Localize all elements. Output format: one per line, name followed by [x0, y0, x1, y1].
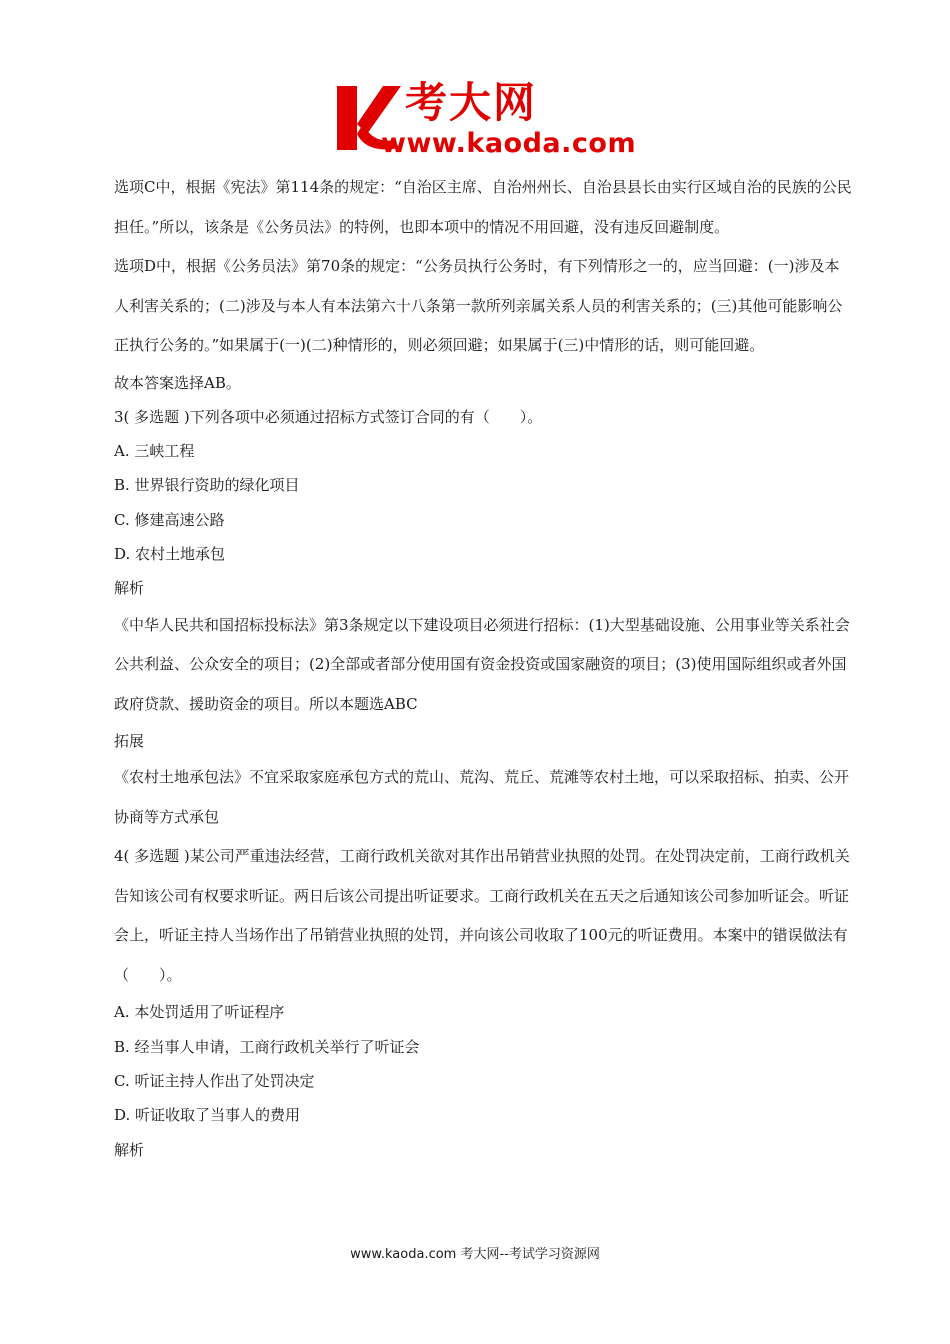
question-4-option-a: A. 本处罚适用了听证程序: [114, 1003, 285, 1022]
question-3-stem: 3( 多选题 )下列各项中必须通过招标方式签订合同的有（ ）。: [114, 407, 543, 426]
document-body: [114, 168, 854, 1167]
paragraph-option-d: 选项D中，根据《公务员法》第70条的规定：“公务员执行公务时，有下列情形之一的，应当回避：(一)涉及本人利害关系的；(二)涉及与本人有本法第六十八条第一款所列亲属关系人员的利害关系的；(三)其他可能影响公正执行公务的。”如果属于(一)(二)种情形的，则必须回避；如果属于(三)中情形的话，则可能回避。: [114, 257, 843, 354]
answer-conclusion: 故本答案选择AB。: [114, 373, 241, 392]
question-4-option-c: C. 听证主持人作出了处罚决定: [114, 1071, 315, 1090]
logo-url: www.kaoda.com: [381, 128, 637, 159]
page-footer: www.kaoda.com 考大网--考试学习资源网: [350, 1247, 600, 1262]
paragraph-option-c: 选项C中，根据《宪法》第114条的规定：“自治区主席、自治州州长、自治县县长由实行区域自治的民族的公民担任。”所以，该条是《公务员法》的特例，也即本项中的情况不用回避，没有违反回避制度。: [114, 178, 852, 236]
question-3-extension: 《农村土地承包法》不宜采取家庭承包方式的荒山、荒沟、荒丘、荒滩等农村土地，可以采取招标、拍卖、公开协商等方式承包: [114, 768, 850, 826]
question-3-option-d: D. 农村土地承包: [114, 544, 226, 563]
question-3-analysis-label: 解析: [114, 579, 145, 598]
question-3-analysis: 《中华人民共和国招标投标法》第3条规定以下建设项目必须进行招标：(1)大型基础设施、公用事业等关系社会公共利益、公众安全的项目；(2)全部或者部分使用国有资金投资或国家融资的项目；(3)使用国际组织或者外国政府贷款、援助资金的项目。所以本题选ABC: [114, 615, 850, 713]
question-3-option-c: C. 修建高速公路: [114, 510, 225, 529]
question-4-stem: 4( 多选题 )某公司严重违法经营，工商行政机关欲对其作出吊销营业执照的处罚。在处罚决定前，工商行政机关告知该公司有权要求听证。两日后该公司提出听证要求。工商行政机关在五天之后通知该公司参加听证会。听证会上，听证主持人当场作出了吊销营业执照的处罚，并向该公司收取了100元的听证费用。本案中的错误做法有（ ）。: [114, 847, 850, 984]
question-3-option-b: B. 世界银行资助的绿化项目: [114, 476, 300, 495]
kaoda-logo: [333, 76, 653, 162]
question-3-extension-label: 拓展: [114, 732, 145, 751]
logo-chinese-name: 考大网: [405, 78, 538, 127]
question-4-option-d: D. 听证收取了当事人的费用: [114, 1106, 301, 1125]
question-3-option-a: A. 三峡工程: [114, 442, 195, 461]
question-4-option-b: B. 经当事人申请，工商行政机关举行了听证会: [114, 1037, 420, 1056]
question-4-analysis-label: 解析: [114, 1140, 145, 1159]
